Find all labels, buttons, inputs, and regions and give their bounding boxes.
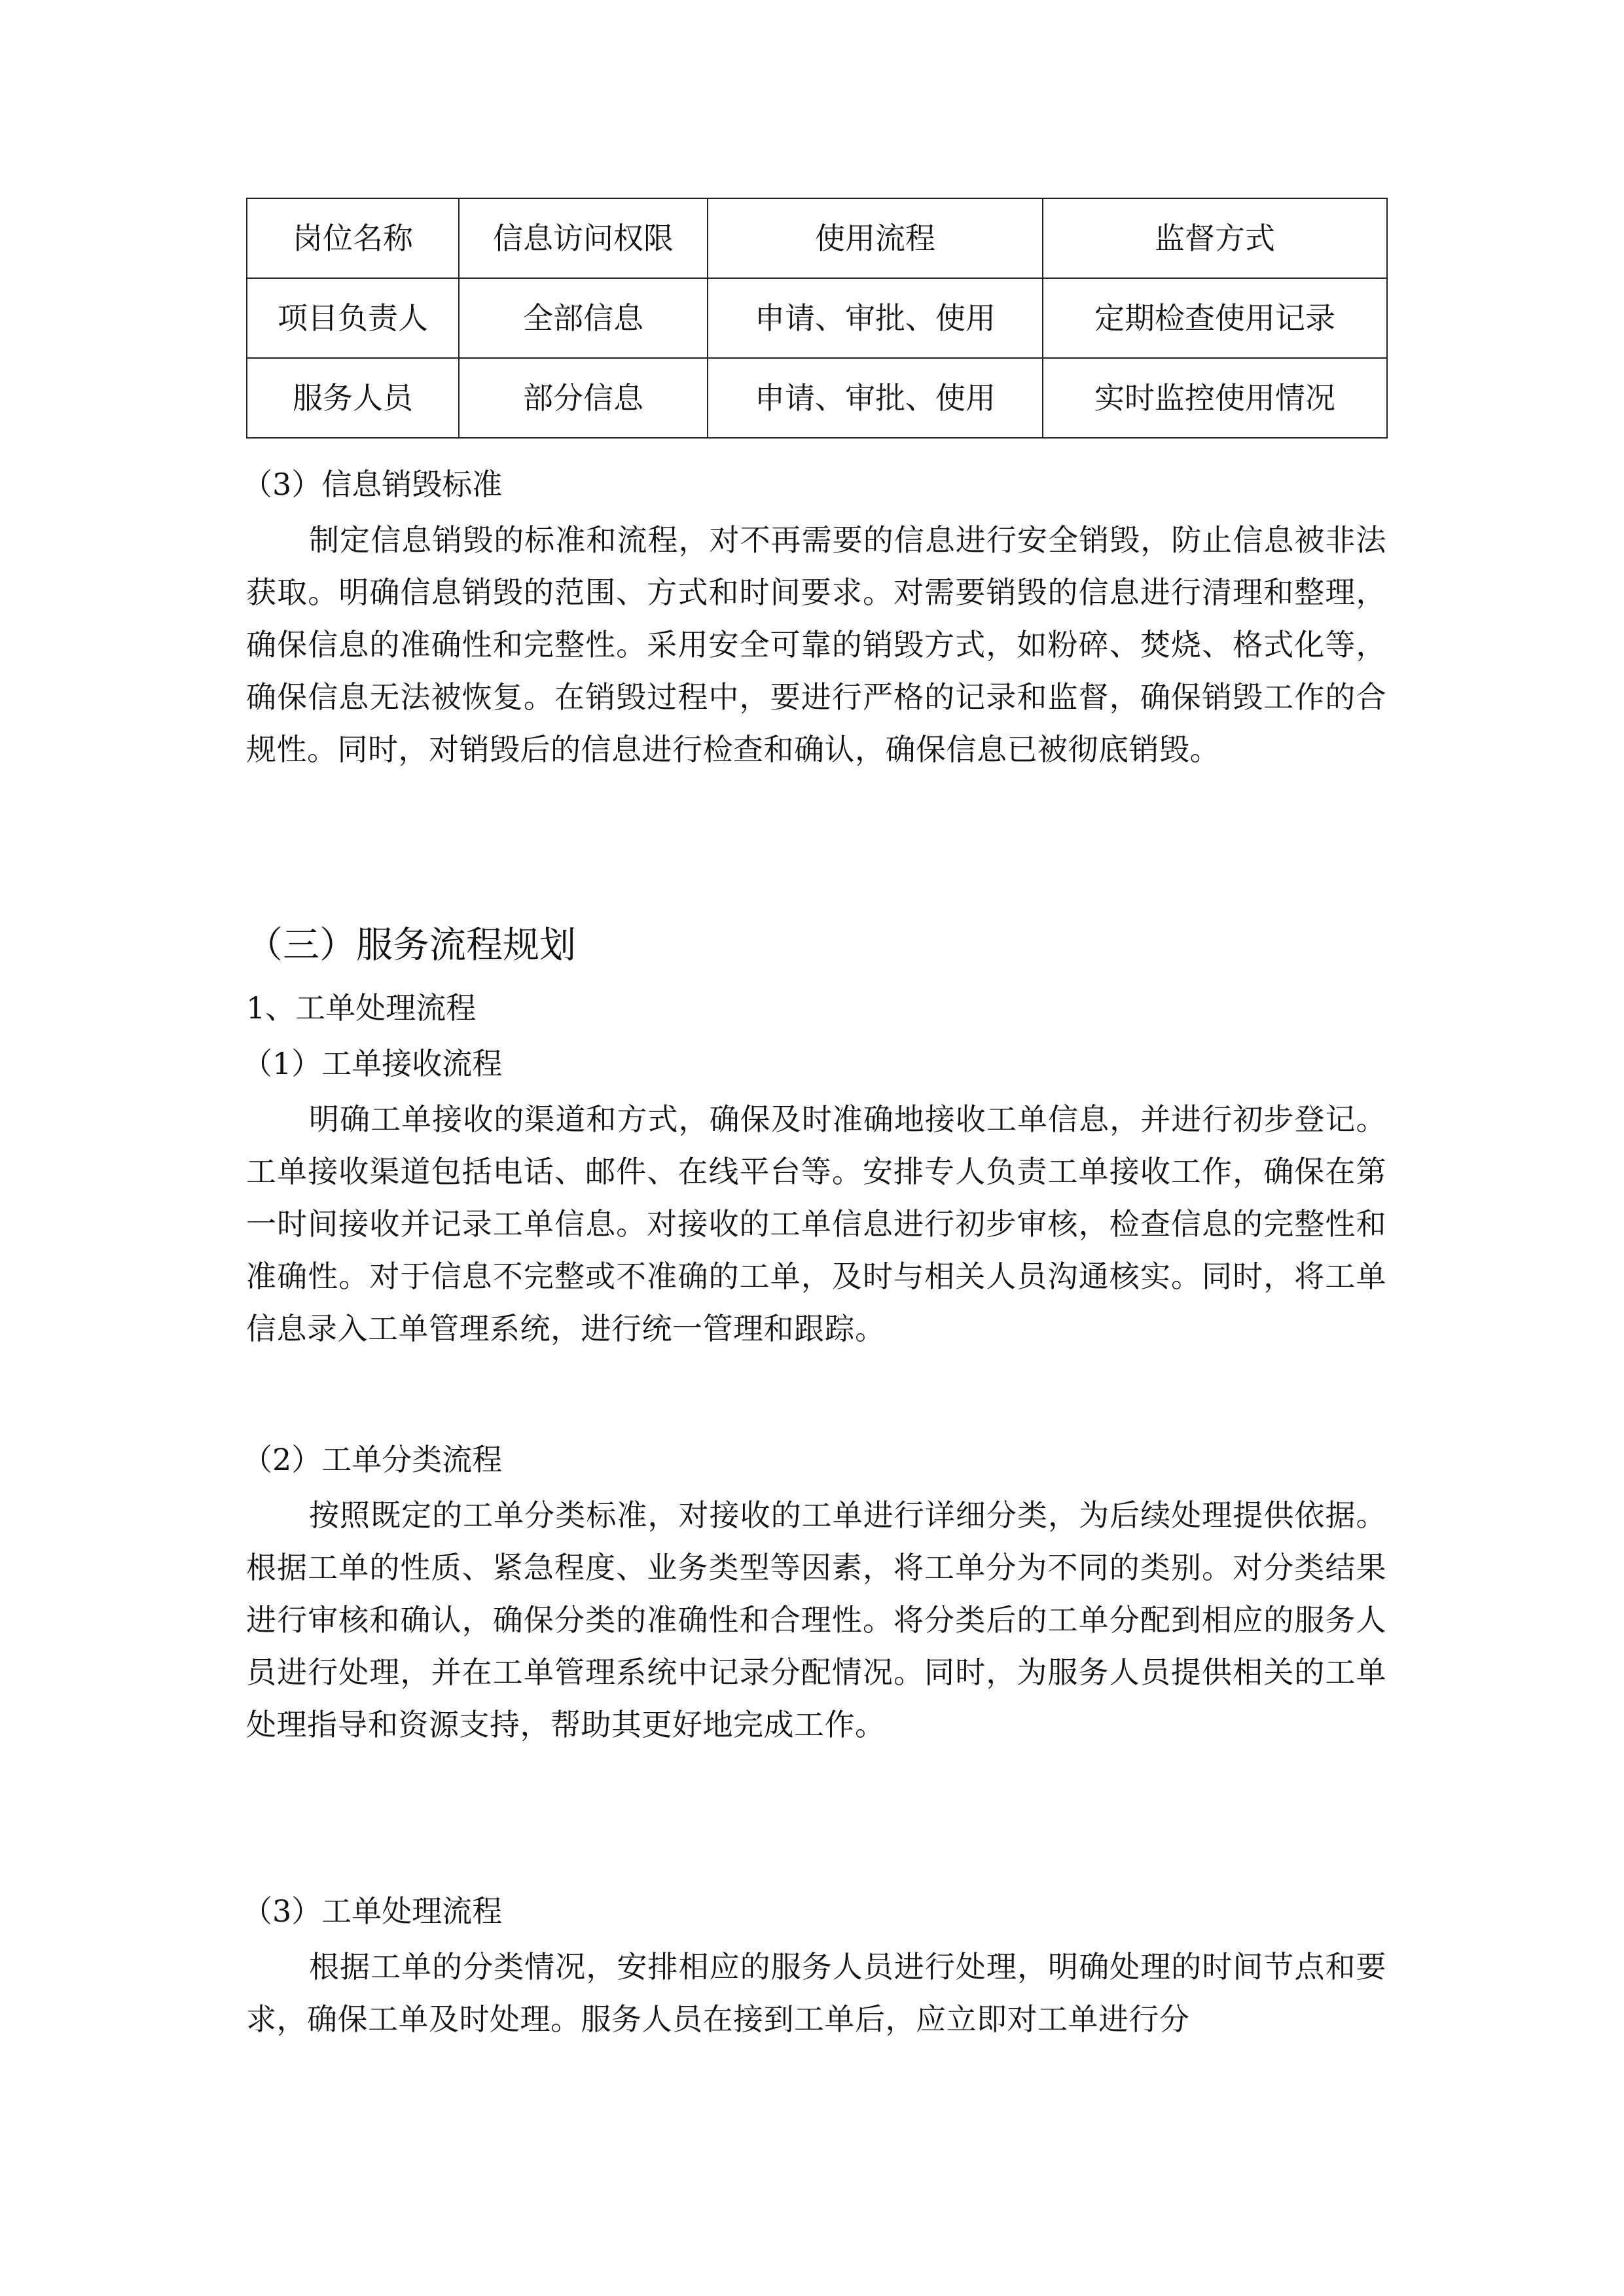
table-row	[247, 278, 1387, 358]
table-cell: 全部信息	[459, 278, 708, 358]
table-header-row	[247, 198, 1387, 278]
table-header-cell: 岗位名称	[247, 198, 459, 278]
item-paragraph: 明确工单接收的渠道和方式，确保及时准确地接收工单信息，并进行初步登记。工单接收渠道包括电话、邮件、在线平台等。安排专人负责工单接收工作，确保在第一时间接收并记录工单信息。对接收的工单信息进行初步审核，检查信息的完整性和准确性。对于信息不完整或不准确的工单，及时与相关人员沟通核实。同时，将工单信息录入工单管理系统，进行统一管理和跟踪。	[246, 1102, 1386, 1346]
table-cell: 项目负责人	[247, 278, 459, 358]
access-permission-table	[246, 198, 1388, 439]
table-cell: 定期检查使用记录	[1043, 278, 1387, 358]
table-row	[247, 358, 1387, 438]
subsection-heading: 1、工单处理流程	[246, 990, 477, 1026]
item-heading: （2）工单分类流程	[242, 1442, 503, 1477]
item-heading: （3）工单处理流程	[242, 1893, 503, 1929]
item-heading: （1）工单接收流程	[242, 1046, 503, 1081]
info-destruction-heading: （3）信息销毁标准	[242, 467, 503, 502]
item-paragraph: 根据工单的分类情况，安排相应的服务人员进行处理，明确处理的时间节点和要求，确保工单及时处理。服务人员在接到工单后，应立即对工单进行分	[246, 1949, 1386, 2037]
item-paragraph: 按照既定的工单分类标准，对接收的工单进行详细分类，为后续处理提供依据。根据工单的性质、紧急程度、业务类型等因素，将工单分为不同的类别。对分类结果进行审核和确认，确保分类的准确性和合理性。将分类后的工单分配到相应的服务人员进行处理，并在工单管理系统中记录分配情况。同时，为服务人员提供相关的工单处理指导和资源支持，帮助其更好地完成工作。	[246, 1498, 1386, 1742]
info-destruction-paragraph: 制定信息销毁的标准和流程，对不再需要的信息进行安全销毁，防止信息被非法获取。明确信息销毁的范围、方式和时间要求。对需要销毁的信息进行清理和整理，确保信息的准确性和完整性。采用安全可靠的销毁方式，如粉碎、焚烧、格式化等，确保信息无法被恢复。在销毁过程中，要进行严格的记录和监督，确保销毁工作的合规性。同时，对销毁后的信息进行检查和确认，确保信息已被彻底销毁。	[246, 522, 1386, 767]
section-heading: （三）服务流程规划	[246, 924, 576, 967]
table-cell: 服务人员	[247, 358, 459, 438]
table-cell: 部分信息	[459, 358, 708, 438]
table-cell: 申请、审批、使用	[708, 358, 1043, 438]
table-header-cell: 监督方式	[1043, 198, 1387, 278]
table-cell: 申请、审批、使用	[708, 278, 1043, 358]
table-cell: 实时监控使用情况	[1043, 358, 1387, 438]
table-header-cell: 使用流程	[708, 198, 1043, 278]
table-header-cell: 信息访问权限	[459, 198, 708, 278]
